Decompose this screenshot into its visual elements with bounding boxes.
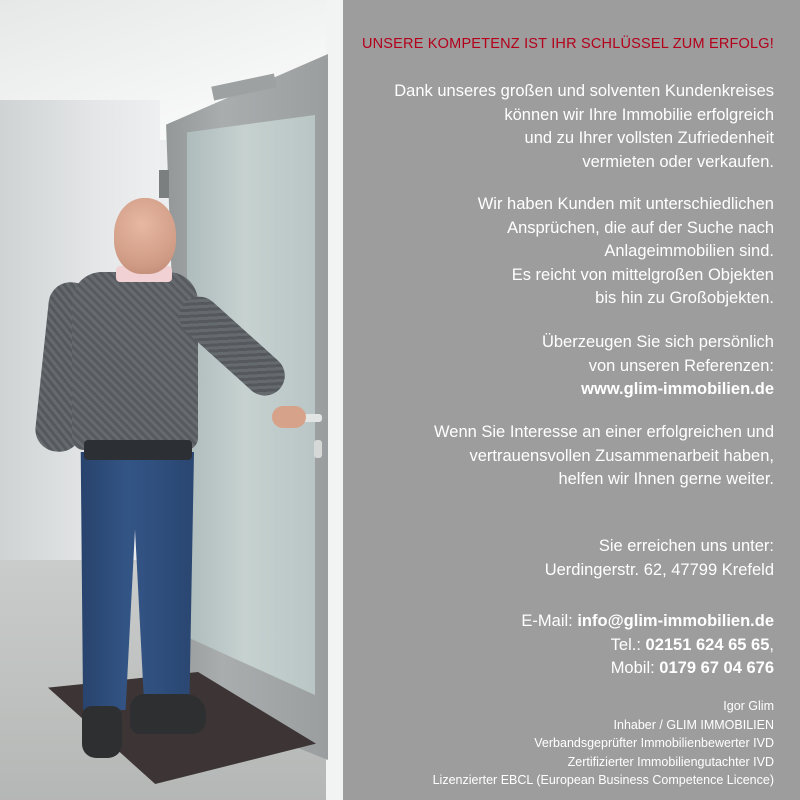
contact-address: Uerdingerstr. 62, 47799 Krefeld [544, 560, 774, 579]
clients-line: Wir haben Kunden mit unterschiedlichen [477, 195, 774, 213]
signature-qualification: Zertifizierter Immobiliengutachter IVD [567, 754, 774, 769]
person-shoe-right [130, 694, 206, 734]
signature-name: Igor Glim [723, 699, 774, 713]
person-belt [84, 440, 192, 460]
clients-line: Ansprüchen, die auf der Suche nach [507, 218, 774, 237]
signature-qualification: Lizenzierter EBCL (European Business Competence Licence) [432, 773, 774, 787]
email-link[interactable]: info@glim-immobilien.de [577, 612, 774, 630]
clients-paragraph [353, 193, 774, 311]
cooperation-line: helfen wir Ihnen gerne weiter. [558, 470, 774, 488]
signature-block [353, 697, 774, 790]
wall-edge [326, 0, 343, 800]
person-sweater [72, 272, 198, 450]
phone-row [353, 634, 774, 658]
contact-intro: Sie erreichen uns unter: [598, 537, 774, 555]
email-row [353, 610, 774, 634]
clients-line: Anlageimmobilien sind. [604, 242, 774, 260]
intro-paragraph [353, 80, 774, 174]
phone-link[interactable]: 02151 624 65 65 [645, 635, 770, 654]
person-head [114, 198, 176, 274]
cooperation-line: vertrauensvollen Zusammenarbeit haben, [469, 446, 774, 465]
text-panel [343, 0, 800, 800]
email-label: E-Mail: [521, 612, 578, 630]
intro-line: können wir Ihre Immobilie erfolgreich [504, 105, 774, 124]
mobile-row [353, 657, 774, 681]
headline: UNSERE KOMPETENZ IST IHR SCHLÜSSEL ZUM ERFOLG! [361, 36, 774, 52]
phone-suffix: , [769, 635, 774, 654]
clients-line: bis hin zu Großobjekten. [595, 289, 774, 307]
cooperation-paragraph [353, 421, 774, 492]
signature-title: Inhaber / GLIM IMMOBILIEN [613, 717, 774, 732]
intro-line: vermieten oder verkaufen. [582, 152, 774, 171]
intro-line: Dank unseres großen und solventen Kundenkreises [394, 82, 774, 100]
references-line: von unseren Referenzen: [588, 356, 774, 375]
references-paragraph [353, 331, 774, 402]
mobile-link[interactable]: 0179 67 04 676 [659, 659, 774, 677]
person-shoe-left [82, 706, 122, 758]
clients-line: Es reicht von mittelgroßen Objekten [511, 265, 774, 284]
door-hinge [159, 170, 169, 198]
references-line: Überzeugen Sie sich persönlich [541, 333, 774, 351]
phone-label: Tel.: [610, 635, 646, 654]
website-link[interactable]: www.glim-immobilien.de [581, 380, 774, 398]
contact-block [353, 535, 774, 582]
signature-qualification: Verbandsgeprüfter Immobilienbewerter IVD [534, 736, 774, 750]
person-hand [272, 406, 306, 428]
mobile-label: Mobil: [610, 659, 660, 677]
cooperation-line: Wenn Sie Interesse an einer erfolgreichen und [434, 423, 774, 441]
frosted-glass-door [187, 115, 315, 695]
photo-realtor-at-door [0, 0, 343, 800]
door-lock [314, 440, 322, 458]
intro-line: und zu Ihrer vollsten Zufriedenheit [524, 129, 774, 147]
contact-details [353, 610, 774, 681]
